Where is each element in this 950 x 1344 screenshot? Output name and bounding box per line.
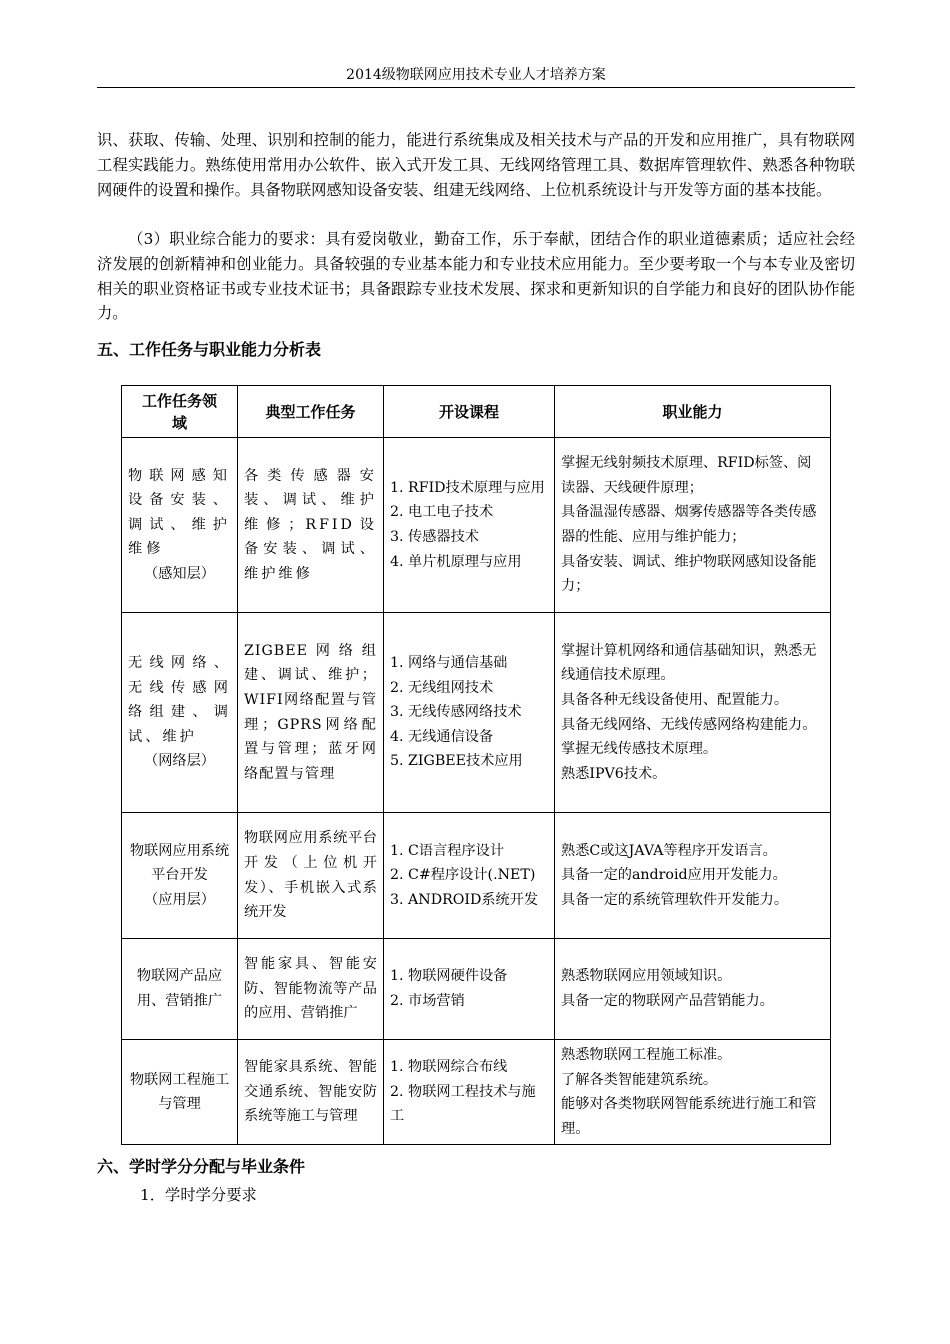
cell-courses [384, 813, 555, 939]
table-row [122, 939, 831, 1040]
ability-item: 熟悉物联网工程施工标准。 [561, 1047, 732, 1063]
table-row [122, 1040, 831, 1145]
cell-courses [384, 1040, 555, 1145]
header-abilities: 职业能力 [555, 386, 831, 438]
domain-text: 物联网感知设备安装、调试、维护维修 [128, 467, 231, 558]
cell-domain [122, 438, 238, 613]
table-row [122, 438, 831, 613]
domain-layer: （网络层） [144, 753, 215, 770]
course-item: 3. ANDROID系统开发 [390, 891, 539, 908]
cell-abilities [555, 438, 831, 613]
ability-item: 掌握无线射频技术原理、RFID标签、阅读器、天线硬件原理； [561, 455, 812, 496]
task-ability-table [121, 385, 831, 1145]
header-divider [97, 87, 855, 88]
cell-abilities [555, 613, 831, 813]
course-item: 4. 单片机原理与应用 [390, 553, 522, 570]
cell-abilities [555, 1040, 831, 1145]
ability-item: 熟悉物联网应用领域知识。 [561, 968, 732, 985]
course-item: 1. 网络与通信基础 [390, 655, 508, 672]
course-item: 2. 无线组网技术 [390, 679, 494, 696]
header-work-domain-line2: 域 [171, 413, 187, 432]
section-5-title: 五、工作任务与职业能力分析表 [97, 340, 322, 359]
ability-item: 具备安装、调试、维护物联网感知设备能力； [561, 553, 817, 595]
ability-item: 具备无线网络、无线传感网络构建能力。 [561, 716, 817, 733]
cell-domain [122, 613, 238, 813]
subsection-credit-requirements: 1．学时学分要求 [140, 1186, 257, 1204]
section-6-title: 六、学时学分分配与毕业条件 [97, 1157, 306, 1176]
cell-courses [384, 438, 555, 613]
ability-item: 具备一定的物联网产品营销能力。 [561, 993, 774, 1009]
header-work-domain-line1: 工作任务领 [141, 391, 217, 410]
ability-item: 具备一定的android应用开发能力。 [561, 867, 787, 884]
ability-item: 掌握无线传感技术原理。 [561, 741, 718, 758]
ability-item: 具备各种无线设备使用、配置能力。 [561, 691, 789, 708]
ability-item: 掌握计算机网络和通信基础知识，熟悉无线通信技术原理。 [561, 642, 817, 684]
course-item: 1. 物联网硬件设备 [390, 968, 508, 985]
course-item: 5. ZIGBEE技术应用 [390, 753, 523, 770]
cell-tasks: 各类传感器安装、调试、维护维修；RFID设备安装、调试、维护维修 [238, 438, 384, 613]
course-item: 4. 无线通信设备 [390, 728, 494, 745]
cell-abilities [555, 939, 831, 1040]
paragraph-comprehensive-ability: （3）职业综合能力的要求：具有爱岗敬业，勤奋工作，乐于奉献，团结合作的职业道德素质；适应社会经济发展的创新精神和创业能力。具备较强的专业基本能力和专业技术应用能力。至少要考取一个与本专业及密切相关的职业资格证书或专业技术证书；具备跟踪专业技术发展、探求和更新知识的自学能力和良好的团队协作能力。 [97, 230, 855, 323]
cell-tasks: 智能家具系统、智能交通系统、智能安防系统等施工与管理 [238, 1040, 384, 1145]
cell-domain [122, 813, 238, 939]
paragraph-skills-continued: 识、获取、传输、处理、识别和控制的能力，能进行系统集成及相关技术与产品的开发和应用推广，具有物联网工程实践能力。熟练使用常用办公软件、嵌入式开发工具、无线网络管理工具、数据库管理软件、熟悉各种物联网硬件的设置和操作。具备物联网感知设备安装、组建无线网络、上位机系统设计与开发等方面的基本技能。 [97, 131, 855, 199]
cell-domain: 物联网产品应用、营销推广 [122, 939, 238, 1040]
domain-text: 无线网络、无线传感网络组建、调试、维护 [128, 655, 231, 745]
domain-layer: （感知层） [144, 565, 215, 582]
course-item: 2. 物联网工程技术与施工 [390, 1083, 536, 1125]
page-header-title: 2014级物联网应用技术专业人才培养方案 [346, 67, 606, 83]
cell-abilities [555, 813, 831, 939]
course-item: 3. 无线传感网络技术 [390, 704, 522, 721]
header-work-domain [122, 386, 238, 438]
cell-courses [384, 613, 555, 813]
course-item: 1. C语言程序设计 [390, 842, 505, 859]
course-item: 1. 物联网综合布线 [390, 1059, 508, 1076]
ability-item: 具备温湿传感器、烟雾传感器等各类传感器的性能、应用与维护能力； [561, 504, 817, 545]
ability-item: 了解各类智能建筑系统。 [561, 1071, 718, 1088]
cell-courses [384, 939, 555, 1040]
ability-item: 能够对各类物联网智能系统进行施工和管理。 [561, 1096, 817, 1137]
table-row [122, 813, 831, 939]
course-item: 3. 传感器技术 [390, 529, 479, 545]
course-item: 2. C#程序设计(.NET) [390, 867, 536, 884]
cell-tasks: ZIGBEE网络组建、调试、维护；WIFI网络配置与管理；GPRS网络配置与管理；蓝牙网络配置与管理 [238, 613, 384, 813]
cell-domain: 物联网工程施工与管理 [122, 1040, 238, 1145]
course-item: 2. 市场营销 [390, 993, 465, 1009]
table-header-row [122, 386, 831, 438]
cell-tasks: 智能家具、智能安防、智能物流等产品的应用、营销推广 [238, 939, 384, 1040]
course-item: 1. RFID技术原理与应用 [390, 479, 545, 496]
header-courses: 开设课程 [384, 386, 555, 438]
domain-layer: （应用层） [144, 891, 215, 908]
course-item: 2. 电工电子技术 [390, 504, 494, 521]
ability-item: 具备一定的系统管理软件开发能力。 [561, 891, 789, 908]
ability-item: 熟悉IPV6技术。 [561, 765, 667, 782]
header-typical-tasks: 典型工作任务 [238, 386, 384, 438]
cell-tasks: 物联网应用系统平台开发（上位机开发）、手机嵌入式系统开发 [238, 813, 384, 939]
table-row [122, 613, 831, 813]
domain-text: 物联网应用系统平台开发 [129, 842, 230, 884]
ability-item: 熟悉C或这JAVA等程序开发语言。 [561, 842, 777, 859]
